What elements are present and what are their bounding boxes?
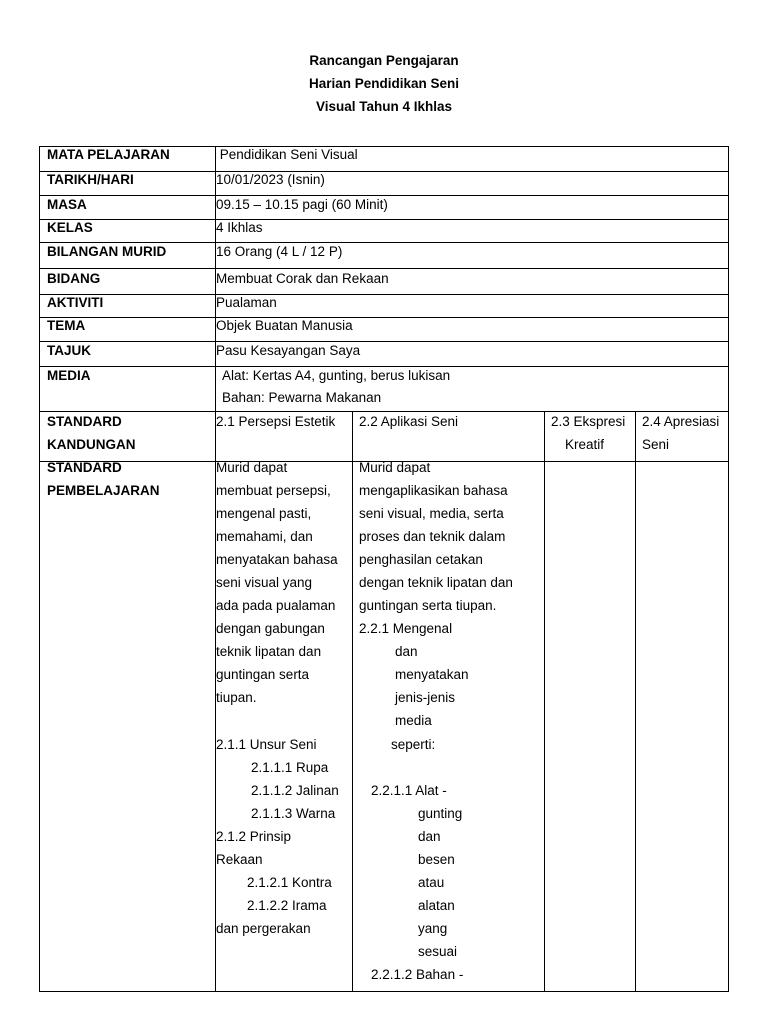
sp-persepsi-line: mengenal pasti, bbox=[216, 506, 312, 521]
table-border-bottom bbox=[39, 991, 729, 992]
row-divider bbox=[39, 317, 729, 318]
sk-ekspresi-kreatif-1: 2.3 Ekspresi bbox=[551, 414, 626, 429]
sp-aplikasi-line: dan bbox=[395, 644, 418, 659]
label-masa: MASA bbox=[47, 197, 87, 212]
row-divider bbox=[39, 219, 729, 220]
sp-persepsi-line: guntingan serta bbox=[216, 667, 310, 682]
sk-apresiasi-seni-1: 2.4 Apresiasi bbox=[642, 414, 720, 429]
label-standard-pembelajaran-1: STANDARD bbox=[47, 460, 122, 475]
sp-bahan: 2.2.1.2 Bahan - bbox=[371, 967, 464, 982]
value-media-bahan: Bahan: Pewarna Makanan bbox=[222, 390, 382, 405]
table-border-right bbox=[728, 146, 729, 992]
sp-aplikasi-line: atau bbox=[418, 875, 445, 890]
sp-aplikasi-line: alatan bbox=[418, 898, 455, 913]
row-divider bbox=[39, 341, 729, 342]
column-divider bbox=[635, 411, 636, 992]
label-standard-kandungan-2: KANDUNGAN bbox=[47, 437, 136, 452]
sp-unsur-seni: 2.1.1 Unsur Seni bbox=[216, 737, 317, 752]
sp-persepsi-line: membuat persepsi, bbox=[216, 483, 331, 498]
document-title-line-3: Visual Tahun 4 Ikhlas bbox=[315, 99, 453, 114]
sp-rekaan: Rekaan bbox=[216, 852, 263, 867]
sp-mengenal: 2.2.1 Mengenal bbox=[359, 621, 453, 636]
sp-persepsi-line: teknik lipatan dan bbox=[216, 644, 322, 659]
value-masa: 09.15 – 10.15 pagi (60 Minit) bbox=[216, 197, 388, 212]
sk-ekspresi-kreatif-2: Kreatif bbox=[565, 437, 605, 452]
sp-persepsi-line: menyatakan bahasa bbox=[216, 552, 338, 567]
sp-jalinan: 2.1.1.2 Jalinan bbox=[251, 783, 339, 798]
label-aktiviti: AKTIVITI bbox=[47, 295, 104, 310]
row-divider bbox=[39, 294, 729, 295]
value-tajuk: Pasu Kesayangan Saya bbox=[216, 343, 361, 358]
sp-irama: 2.1.2.2 Irama bbox=[247, 898, 327, 913]
sp-aplikasi-line: media bbox=[395, 713, 432, 728]
sp-pergerakan: dan pergerakan bbox=[216, 921, 311, 936]
label-bilangan-murid: BILANGAN MURID bbox=[47, 244, 167, 259]
sp-aplikasi-line: penghasilan cetakan bbox=[359, 552, 483, 567]
sp-alat: 2.2.1.1 Alat - bbox=[371, 783, 447, 798]
sp-persepsi-line: memahami, dan bbox=[216, 529, 313, 544]
sp-persepsi-line: ada pada pualaman bbox=[216, 598, 336, 613]
document-title-line-2: Harian Pendidikan Seni bbox=[308, 76, 460, 91]
label-bidang: BIDANG bbox=[47, 271, 101, 286]
sp-rupa: 2.1.1.1 Rupa bbox=[251, 760, 329, 775]
sp-aplikasi-line: sesuai bbox=[418, 944, 458, 959]
sp-aplikasi-line: besen bbox=[418, 852, 455, 867]
value-tema: Objek Buatan Manusia bbox=[216, 318, 353, 333]
sp-aplikasi-line: seni visual, media, serta bbox=[359, 506, 504, 521]
sp-aplikasi-line: guntingan serta tiupan. bbox=[359, 598, 497, 613]
sk-aplikasi-seni: 2.2 Aplikasi Seni bbox=[359, 414, 459, 429]
label-standard-pembelajaran-2: PEMBELAJARAN bbox=[47, 483, 160, 498]
label-tajuk: TAJUK bbox=[47, 343, 92, 358]
value-bilangan-murid: 16 Orang (4 L / 12 P) bbox=[216, 244, 343, 259]
sp-aplikasi-line: jenis-jenis bbox=[395, 690, 456, 705]
sp-aplikasi-line: dengan teknik lipatan dan bbox=[359, 575, 513, 590]
label-standard-kandungan-1: STANDARD bbox=[47, 414, 122, 429]
label-mata-pelajaran: MATA PELAJARAN bbox=[47, 147, 170, 162]
table-border-left bbox=[39, 146, 40, 992]
row-divider bbox=[39, 171, 729, 172]
sp-persepsi-line: seni visual yang bbox=[216, 575, 313, 590]
value-aktiviti: Pualaman bbox=[216, 295, 277, 310]
sp-kontra: 2.1.2.1 Kontra bbox=[247, 875, 332, 890]
sp-persepsi-line: Murid dapat bbox=[216, 460, 288, 475]
sp-aplikasi-line: menyatakan bbox=[395, 667, 469, 682]
sp-warna: 2.1.1.3 Warna bbox=[251, 806, 336, 821]
sk-persepsi-estetik: 2.1 Persepsi Estetik bbox=[216, 414, 336, 429]
label-tema: TEMA bbox=[47, 318, 86, 333]
column-divider bbox=[352, 411, 353, 992]
document-title-line-1: Rancangan Pengajaran bbox=[309, 53, 459, 68]
label-tarikh-hari: TARIKH/HARI bbox=[47, 172, 134, 187]
sp-aplikasi-line: gunting bbox=[418, 806, 463, 821]
sp-aplikasi-line: mengaplikasikan bahasa bbox=[359, 483, 508, 498]
value-media-alat: Alat: Kertas A4, gunting, berus lukisan bbox=[222, 368, 451, 383]
column-divider bbox=[544, 411, 545, 992]
value-kelas: 4 Ikhlas bbox=[216, 220, 263, 235]
value-bidang: Membuat Corak dan Rekaan bbox=[216, 271, 389, 286]
label-media: MEDIA bbox=[47, 368, 91, 383]
sk-apresiasi-seni-2: Seni bbox=[642, 437, 670, 452]
sp-prinsip: 2.1.2 Prinsip bbox=[216, 829, 292, 844]
sp-persepsi-line: tiupan. bbox=[216, 690, 257, 705]
sp-aplikasi-line: yang bbox=[418, 921, 448, 936]
value-tarikh-hari: 10/01/2023 (Isnin) bbox=[216, 172, 325, 187]
label-kelas: KELAS bbox=[47, 220, 93, 235]
sp-aplikasi-line: proses dan teknik dalam bbox=[359, 529, 506, 544]
sp-aplikasi-line: dan bbox=[418, 829, 441, 844]
sp-persepsi-line: dengan gabungan bbox=[216, 621, 325, 636]
value-mata-pelajaran: Pendidikan Seni Visual bbox=[216, 147, 358, 162]
sp-aplikasi-line: Murid dapat bbox=[359, 460, 431, 475]
sp-aplikasi-line: seperti: bbox=[391, 737, 436, 752]
